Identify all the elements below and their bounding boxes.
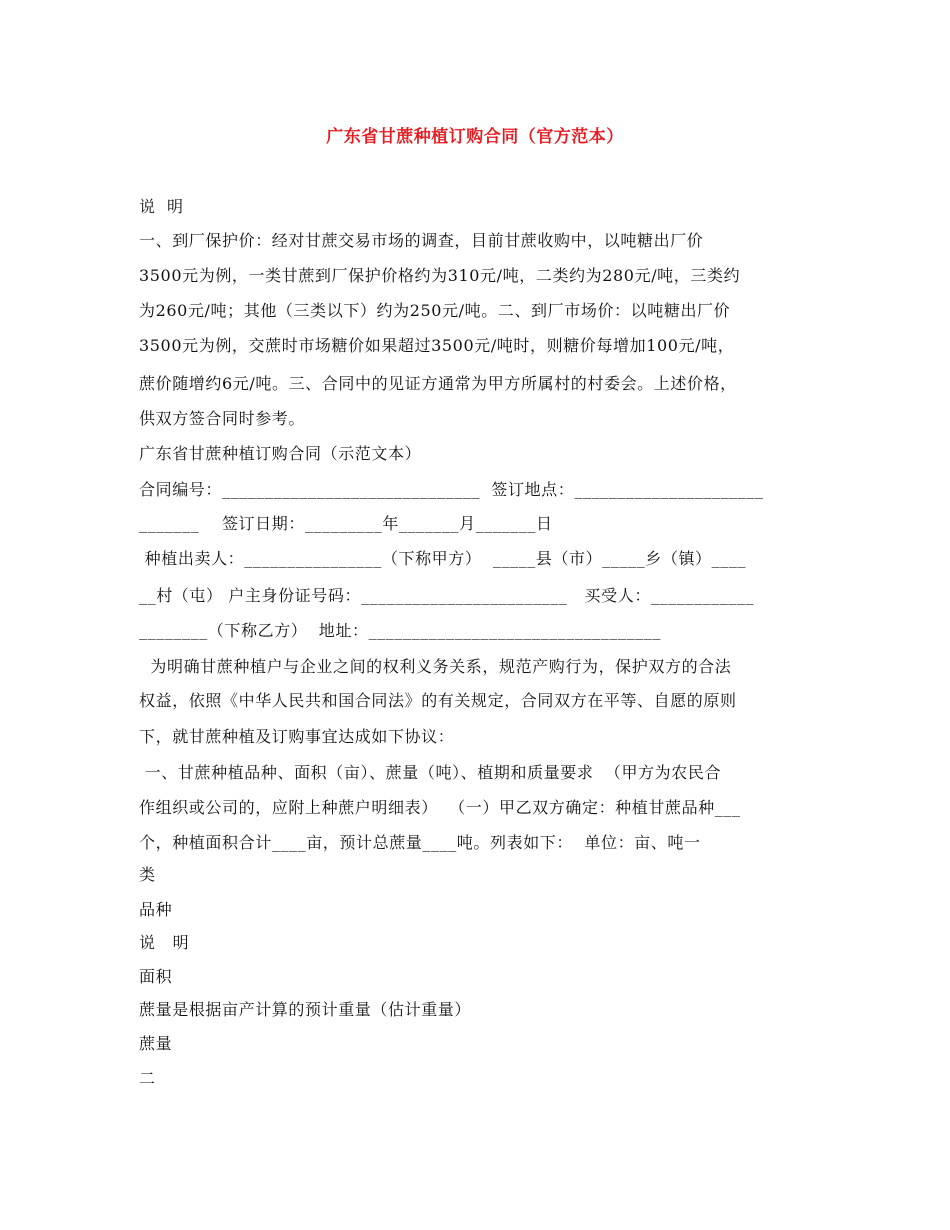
seller-field: 种植出卖人：________________（下称甲方） _____县（市）_____乡（镇）____ — [139, 549, 747, 568]
section-heading-notes: 说 明 — [139, 197, 184, 216]
table-cell: 说 明 — [139, 933, 190, 952]
paragraph-line: 下，就甘蔗种植及订购事宜达成如下协议： — [139, 727, 455, 746]
table-cell: 二 — [139, 1069, 156, 1088]
table-cell: 蔗量是根据亩产计算的预计重量（估计重量） — [139, 1000, 472, 1019]
contract-number-field: 合同编号：______________________________ 签订地点：______________________ — [139, 480, 764, 499]
paragraph-line: 一、到厂保护价：经对甘蔗交易市场的调查，目前甘蔗收购中，以吨糖出厂价 — [139, 231, 704, 250]
paragraph-line: 为260元/吨；其他（三类以下）约为250元/吨。二、到厂市场价：以吨糖出厂价 — [139, 301, 731, 320]
address-field: ________（下称乙方） 地址：__________________________________ — [139, 621, 661, 640]
paragraph-line: 3500元为例，一类甘蔗到厂保护价格约为310元/吨，二类约为280元/吨，三类约 — [139, 266, 741, 285]
table-cell: 类 — [139, 865, 156, 884]
paragraph-line: 权益，依照《中华人民共和国合同法》的有关规定，合同双方在平等、自愿的原则 — [139, 691, 737, 710]
table-cell: 品种 — [139, 900, 173, 919]
paragraph-line: 供双方签合同时参考。 — [139, 409, 306, 428]
document-title: 广东省甘蔗种植订购合同（官方范本） — [326, 127, 624, 147]
id-buyer-field: __村（屯） 户主身份证号码：________________________ 买受人：____________ — [139, 586, 755, 605]
paragraph-line: 一、甘蔗种植品种、面积（亩）、蔗量（吨）、植期和质量要求 （甲方为农民合 — [139, 763, 722, 782]
table-cell: 蔗量 — [139, 1034, 173, 1053]
paragraph-line: 蔗价随增约6元/吨。三、合同中的见证方通常为甲方所属村的村委会。上述价格， — [139, 374, 737, 393]
paragraph-line: 个，种植面积合计____亩，预计总蔗量____吨。列表如下： 单位：亩、吨一 — [139, 833, 701, 852]
contract-subtitle: 广东省甘蔗种植订购合同（示范文本） — [139, 444, 422, 463]
paragraph-line: 作组织或公司的，应附上种蔗户明细表） （一）甲乙双方确定：种植甘蔗品种___ — [139, 798, 741, 817]
table-cell: 面积 — [139, 967, 173, 986]
paragraph-line: 为明确甘蔗种植户与企业之间的权利义务关系，规范产购行为，保护双方的合法 — [139, 657, 732, 676]
paragraph-line: 3500元为例，交蔗时市场糖价如果超过3500元/吨时，则糖价每增加100元/吨， — [139, 336, 735, 355]
signing-date-field: _______ 签订日期：_________年_______月_______日 — [139, 514, 553, 533]
